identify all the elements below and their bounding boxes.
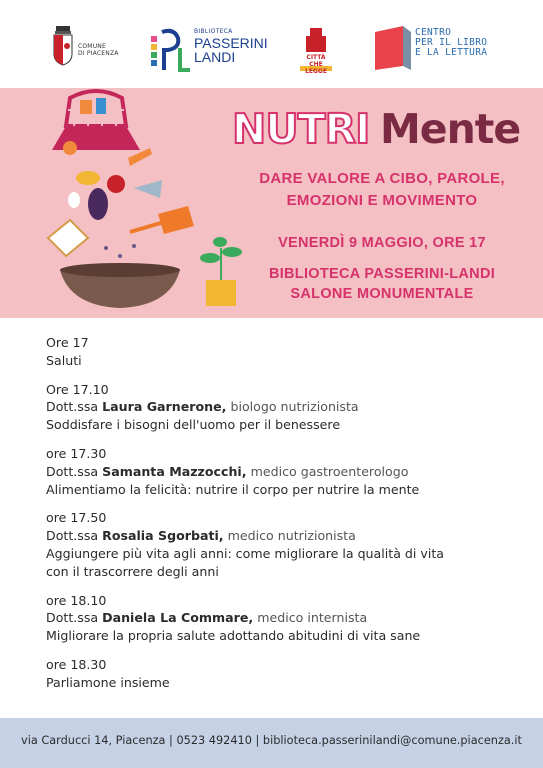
speaker-role: medico nutrizionista [227,528,356,544]
event-venue [236,264,528,304]
program-time: ore 18.30 [46,656,107,672]
program-speaker-line [46,527,526,545]
program-time: ore 17.50 [46,510,107,526]
speaker-prefix: Dott.ssa [46,528,99,544]
speaker-role: medico internista [257,610,368,626]
subtitle-line1: DARE VALORE A CIBO, PAROLE, [259,170,505,187]
centro-libro-icon [373,26,413,72]
program-item [46,509,526,580]
comune-shield-icon [52,26,74,66]
program-speaker-line [46,609,526,627]
program-title: Parliamone insieme [46,674,170,690]
speaker-prefix: Dott.ssa [46,463,99,479]
comune-piacenza-logo [52,26,122,70]
program-title: Aggiungere più vita agli anni: come migliorare la qualità di vita [46,545,445,561]
venue-line1: BIBLIOTECA PASSERINI-LANDI [268,266,496,282]
logo-bar [0,0,543,88]
comune-logo-line1: COMUNE [78,43,106,50]
program-time: Ore 17 [46,335,89,350]
event-title-part2: Mente [380,105,521,153]
program-title-cont: con il trascorrere degli anni [46,563,219,579]
centro-logo-line2: PER IL LIBRO [415,37,488,48]
event-banner [0,88,543,318]
program-title: Alimentiamo la felicità: nutrire il corpo per nutrire la mente [46,481,420,497]
program-title: Saluti [46,352,82,368]
citta-logo-line1: CITTÀ [306,54,326,61]
biblioteca-logo-line1: PASSERINI [194,35,268,51]
program-time: Ore 17.10 [46,381,109,397]
biblioteca-mark-icon [150,26,192,72]
venue-line2: SALONE MONUMENTALE [290,286,474,302]
event-date: VENERDÌ 9 MAGGIO, ORE 17 [278,235,486,251]
speaker-prefix: Dott.ssa [46,399,99,415]
speaker-role: medico gastroenterologo [250,463,409,479]
biblioteca-logo-small: BIBLIOTECA [194,28,233,35]
speaker-role: biologo nutrizionista [230,399,359,415]
program-speaker-line [46,398,526,416]
program-time: ore 17.30 [46,445,107,461]
program-item [46,592,526,645]
biblioteca-passerini-landi-logo [150,26,268,72]
program-list [46,334,526,703]
program-time: ore 18.10 [46,592,107,608]
program-item [46,381,526,434]
speaker-name: Samanta Mazzocchi, [102,463,247,479]
citta-che-legge-logo [296,26,336,75]
contact-footer [0,718,543,768]
citta-logo-line2: CHE LEGGE [305,61,327,75]
event-title [232,104,532,156]
contact-info: via Carducci 14, Piacenza | 0523 492410 | biblioteca.passerinilandi@comune.piacenza.it [21,734,522,747]
comune-logo-line2: DI PIACENZA [78,50,119,57]
food-illustration-icon [30,88,260,318]
biblioteca-logo-line2: LANDI [194,49,236,65]
speaker-prefix: Dott.ssa [46,610,99,626]
centro-logo-line3: E LA LETTURA [415,47,488,58]
speaker-name: Laura Garnerone, [102,399,227,415]
program-speaker-line [46,463,526,481]
speaker-name: Rosalia Sgorbati, [102,528,224,544]
subtitle-line2: EMOZIONI E MOVIMENTO [286,192,478,209]
program-item [46,334,526,370]
speaker-name: Daniela La Commare, [102,610,254,626]
centro-libro-lettura-logo [373,26,503,72]
program-item [46,445,526,498]
centro-logo-line1: CENTRO [415,27,452,38]
event-title-part1: NUTRI [232,105,370,153]
program-item [46,656,526,692]
program-title: Soddisfare i bisogni dell'uomo per il benessere [46,417,341,433]
event-subtitle [236,168,528,212]
program-title: Migliorare la propria salute adottando abitudini di vita sane [46,628,421,644]
